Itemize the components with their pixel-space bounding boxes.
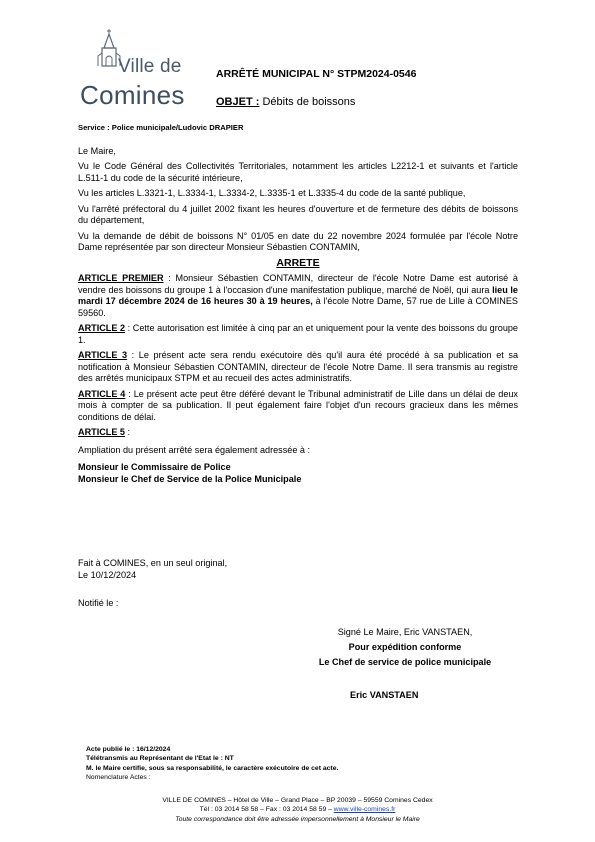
article-2-label: ARTICLE 2 (78, 323, 126, 333)
notifie-le: Notifié le : (78, 598, 119, 608)
article-2-text: : Cette autorisation est limitée à cinq par an et uniquement pour la vente des boissons du groupe 1. (78, 323, 518, 345)
vu-sante-publique: Vu les articles L.3321-1, L.3334-1, L.3334-2, L.3335-1 et L.3335-4 du code de la santé publique, (78, 188, 466, 198)
logo-ville-text: Ville de (118, 56, 182, 77)
article-3-label: ARTICLE 3 (78, 350, 128, 360)
teletransmis: Télétransmis au Représentant de l'Etat le : NT (86, 755, 234, 763)
objet-value: Débits de boissons (259, 96, 356, 108)
fait-a-block (78, 557, 227, 581)
correspondence-note: Toute correspondance doit être adressée impersonnellement à Monsieur le Maire (175, 815, 420, 823)
vu-cgct: Vu le Code Général des Collectivités Territoriales, notamment les articles L2212-1 et suivants et l'article L.511-1 du code de la sécurité intérieure, (78, 161, 518, 183)
ampliation-line: Ampliation du présent arrêté sera également adressée à : (78, 444, 311, 455)
document-body (78, 122, 518, 485)
address-line: VILLE DE COMINES – Hôtel de Ville – Grand Place – BP 20039 – 59559 Comines Cedex (162, 797, 433, 804)
recipient-commissaire: Monsieur le Commissaire de Police (78, 462, 231, 472)
article-5-text: : (125, 427, 131, 437)
signatory-name: Eric VANSTAEN (350, 690, 419, 700)
contact-line (0, 805, 595, 814)
article-1-text-c: à l'école Notre Dame, 57 rue de Lille à COMINES 59560. (78, 296, 518, 318)
nomenclature: Nomenclature Actes : (86, 773, 151, 781)
signature-chef-service: Le Chef de service de police municipale (318, 657, 492, 667)
footer-meta (86, 745, 338, 782)
signature-block (290, 625, 520, 670)
article-4-text: : Le présent acte peut être déféré devant le Tribunal administratif de Lille dans un délai de deux mois à compter de sa publication. Il peut également faire l'objet d'un recours gracieux dans les mêmes conditions de délai. (78, 388, 518, 422)
article-3-text: : Le présent acte sera rendu exécutoire dès qu'il aura été procédé à sa publication et sa notification à Monsieur Sébastien CONTAMIN, directeur de l'école Notre Dame. Il sera transmis au registre des arrêtés municipaux STPM et au recueil des actes administratifs. (78, 350, 518, 383)
acte-publie: Acte publié le : 16/12/2024 (86, 746, 171, 753)
le-maire: Le Maire, (78, 145, 116, 156)
signature-expedition: Pour expédition conforme (348, 642, 462, 652)
article-4-label: ARTICLE 4 (78, 388, 126, 399)
service-line: Service : Police municipale/Ludovic DRAPIER (78, 123, 244, 132)
website-link[interactable]: www.ville-comines.fr (333, 806, 396, 814)
fait-date: Le 10/12/2024 (78, 570, 137, 580)
arrete-heading: ARRETE (276, 256, 320, 269)
article-4 (78, 389, 518, 424)
article-1 (78, 273, 518, 319)
article-5 (78, 427, 518, 439)
article-1-text-b: lieu le mardi 17 décembre 2024 de 16 heures 30 à 19 heures, (78, 284, 518, 306)
article-1-text-a: : Monsieur Sébastien CONTAMIN, directeur de l'école Notre Dame est autorisé à vendre des boissons du groupe 1 à l'occasion d'une manifestation publique, marché de Noël, qui aura (78, 273, 518, 295)
objet-label: OBJET : (216, 96, 260, 108)
signature-maire: Signé Le Maire, Eric VANSTAEN, (337, 627, 473, 637)
arrete-title: ARRÊTÉ MUNICIPAL N° STPM2024-0546 (216, 68, 417, 80)
article-2 (78, 323, 518, 346)
article-1-label: ARTICLE PREMIER (78, 273, 164, 283)
certification: M. le Maire certifie, sous sa responsabilité, le caractère exécutoire de cet acte. (86, 764, 339, 772)
vu-arrete-prefectoral: Vu l'arrêté préfectoral du 4 juillet 2002 fixant les heures d'ouverture et de fermeture des débits de boissons du département, (78, 203, 518, 225)
vu-demande: Vu la demande de débit de boissons N° 01/05 en date du 22 novembre 2024 formulée par l'école Notre Dame représentée par son directeur Monsieur Sébastien CONTAMIN, (78, 230, 518, 252)
objet-line (216, 96, 355, 108)
fait-a-line: Fait à COMINES, en un seul original, (78, 558, 228, 568)
article-3 (78, 350, 518, 385)
article-5-label: ARTICLE 5 (78, 427, 125, 437)
recipient-chef-service: Monsieur le Chef de Service de la Police Municipale (78, 473, 302, 484)
city-logo (76, 28, 196, 110)
logo-comines-text: Comines (80, 80, 185, 110)
phone-fax: Tél : 03 2014 58 58 – Fax : 03 2014 58 59 – (199, 806, 334, 814)
footer-address (0, 796, 595, 824)
